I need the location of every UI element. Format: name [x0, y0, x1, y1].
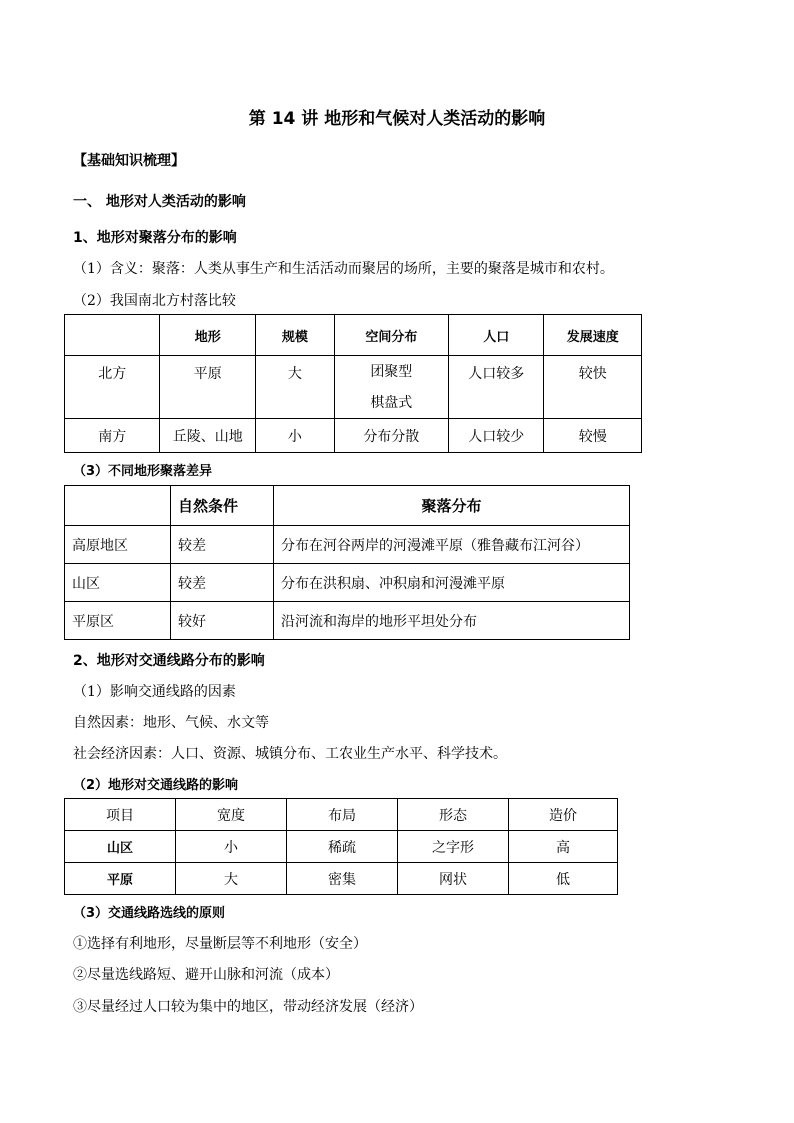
- table-row: [65, 356, 642, 419]
- table-header: 地形: [160, 315, 256, 356]
- paragraph: 社会经济因素：人口、资源、城镇分布、工农业生产水平、科学技术。: [73, 746, 507, 762]
- paragraph: （1）影响交通线路的因素: [73, 684, 236, 700]
- table-row: [65, 863, 618, 895]
- paragraph: ①选择有利地形，尽量断层等不利地形（安全）: [73, 936, 367, 952]
- village-comparison-table: [64, 314, 642, 453]
- table-cell: 南方: [65, 419, 160, 453]
- table-header: 发展速度: [544, 315, 642, 356]
- paragraph: ②尽量选线路短、避开山脉和河流（成本）: [73, 967, 339, 983]
- table-cell: 分布在洪积扇、冲积扇和河漫滩平原: [274, 564, 630, 602]
- table-row: [65, 526, 630, 564]
- paragraph: （1）含义：聚落：人类从事生产和生活活动而聚居的场所，主要的聚落是城市和农村。: [73, 261, 614, 277]
- table-row: [65, 799, 618, 831]
- table-cell: 较快: [544, 356, 642, 419]
- table-cell: 北方: [65, 356, 160, 419]
- table-cell: 较差: [171, 526, 274, 564]
- table-header: 规模: [256, 315, 335, 356]
- table-cell: 小: [256, 419, 335, 453]
- table-header: [65, 315, 160, 356]
- cell-line: 棋盘式: [370, 395, 413, 411]
- table-row: [65, 831, 618, 863]
- table-cell: 山区: [65, 831, 176, 863]
- table-header: 宽度: [176, 799, 287, 831]
- table-cell: 大: [176, 863, 287, 895]
- table-cell: 较慢: [544, 419, 642, 453]
- table-cell: 高: [509, 831, 618, 863]
- cell-line: 团聚型: [370, 364, 413, 380]
- paragraph: （2）地形对交通线路的影响: [73, 778, 239, 793]
- paragraph: （2）我国南北方村落比较: [73, 293, 236, 309]
- part1-heading: 一、 地形对人类活动的影响: [73, 194, 246, 210]
- paragraph: （3）交通线路选线的原则: [73, 906, 226, 921]
- table-header: 空间分布: [334, 315, 448, 356]
- table-cell: 沿河流和海岸的地形平坦处分布: [274, 602, 630, 640]
- table-cell: 人口较少: [449, 419, 544, 453]
- table-cell: 网状: [398, 863, 509, 895]
- table-cell: 低: [509, 863, 618, 895]
- table-cell: 之字形: [398, 831, 509, 863]
- table-header: 人口: [449, 315, 544, 356]
- section-tag: 【基础知识梳理】: [73, 153, 185, 169]
- table-cell: 分布在河谷两岸的河漫滩平原（雅鲁藏布江河谷）: [274, 526, 630, 564]
- table-cell: 较差: [171, 564, 274, 602]
- page-title: 第 14 讲 地形和气候对人类活动的影响: [248, 109, 546, 129]
- table-header: 布局: [287, 799, 398, 831]
- sub-heading-1: 1、地形对聚落分布的影响: [73, 230, 237, 246]
- table-cell: 小: [176, 831, 287, 863]
- table-header: 自然条件: [171, 486, 274, 526]
- table-cell: 平原区: [65, 602, 171, 640]
- table-cell: 稀疏: [287, 831, 398, 863]
- terrain-settlement-table: [64, 485, 630, 640]
- table-cell: 大: [256, 356, 335, 419]
- table-cell: 较好: [171, 602, 274, 640]
- table-header: 形态: [398, 799, 509, 831]
- table-cell: 丘陵、山地: [160, 419, 256, 453]
- table-header: [65, 486, 171, 526]
- table-header: 造价: [509, 799, 618, 831]
- table-cell: 高原地区: [65, 526, 171, 564]
- table-cell: [334, 356, 448, 419]
- table-cell: 山区: [65, 564, 171, 602]
- table-header: 聚落分布: [274, 486, 630, 526]
- paragraph: （3）不同地形聚落差异: [73, 464, 213, 479]
- table-cell: 人口较多: [449, 356, 544, 419]
- paragraph: ③尽量经过人口较为集中的地区，带动经济发展（经济）: [73, 999, 423, 1015]
- paragraph: 自然因素：地形、气候、水文等: [73, 715, 269, 731]
- sub-heading-2: 2、地形对交通线路分布的影响: [73, 653, 265, 669]
- transport-line-table: [64, 798, 618, 895]
- table-cell: 平原: [65, 863, 176, 895]
- table-header: 项目: [65, 799, 176, 831]
- table-row: [65, 564, 630, 602]
- table-cell: 分布分散: [334, 419, 448, 453]
- table-cell: 密集: [287, 863, 398, 895]
- table-row: [65, 602, 630, 640]
- table-cell: 平原: [160, 356, 256, 419]
- table-row: [65, 419, 642, 453]
